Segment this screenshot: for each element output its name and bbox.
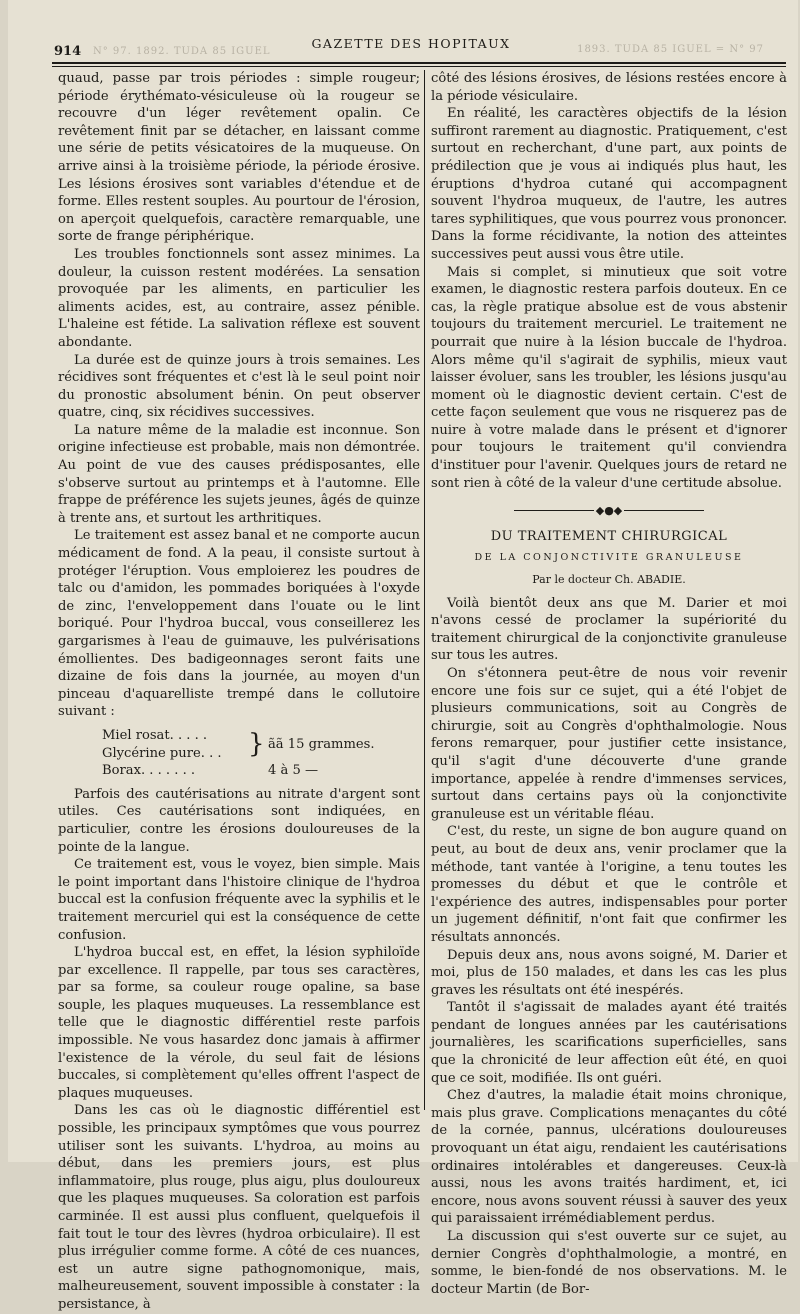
paragraph: côté des lésions érosives, de lésions restées encore à la période vésiculaire. [431,71,787,104]
paragraph: Ce traitement est, vous le voyez, bien simple. Mais le point important dans l'histoire clinique de l'hydroa buccal est la confusion fréquente avec la syphilis et le traitement mercuriel qui est la conséquence de cette confusion. [58,857,420,943]
page-number: 914 [54,44,82,59]
article-title: DU TRAITEMENT CHIRURGICAL [490,528,728,544]
paragraph: La durée est de quinze jours à trois semaines. Les récidives sont fréquentes et c'est là le seul point noir du pronostic absolument bénin. On peut observer quatre, cinq, six récidives successives. [58,352,420,421]
header-rule [52,62,786,67]
newspaper-page [8,0,798,1312]
formula-dose: 4 à 5 — [268,763,319,779]
left-column [58,70,420,1314]
paragraph: La nature même de la maladie est inconnue. Son origine infectieuse est probable, mais non démontrée. Au point de vue des causes prédisposantes, elle s'observe surtout au printemps et à l'automne. Elle frappe de préférence les sujets jeunes, âgés de quinze à trente ans, et surtout les arthritiques. [58,422,420,526]
paragraph: Voilà bientôt deux ans que M. Darier et moi n'avons cessé de proclamer la supériorité du traitement chirurgical de la conjonctivite granuleuse sur tous les autres. [431,595,787,664]
formula-dose: ãã 15 grammes. [268,736,375,752]
paragraph: Dans les cas où le diagnostic différentiel est possible, les principaux symptômes que vous pourrez utiliser sont les suivants. L'hydroa, au moins au début, dans les premiers jours, est plus inflammatoire, plus rouge, plus aigu, plus douloureux que les plaques muqueuses. Sa coloration est parfois carminée. Il est aussi plus confluent, quelquefois il fait tout le tour des lèvres (hydroa orbiculaire). Il est plus irrégulier comme forme. A côté de ces nuances, est un autre signe pathognomonique, mais, malheureusement, souvent impossible à constater : la persistance, à [58,1103,420,1312]
paragraph: L'hydroa buccal est, en effet, la lésion syphiloïde par excellence. Il rappelle, par tous ses caractères, par sa forme, sa couleur rouge opaline, sa base souple, les plaques muqueuses. La ressemblance est telle que le diagnostic différentiel reste parfois impossible. Ne vous hasardez donc jamais à affirmer l'existence de la vérole, du seul fait de lésions buccales, si complètement qu'elles offrent l'aspect de plaques muqueuses. [58,945,420,1101]
paragraph: Le traitement est assez banal et ne comporte aucun médicament de fond. A la peau, il consiste surtout à protéger l'éruption. Vous emploierez les poudres de talc ou d'amidon, les pommades boriquées à l'oxyde de zinc, l'enveloppement dans l'ouate ou le lint boriqué. Pour l'hydroa buccal, vous conseillerez les gargarismes à l'eau de guimauve, les pulvérisations émollientes. Des badigeonnages seront faits une dizaine de fois dans la journée, au moyen d'un pinceau d'aquarelliste trempé dans le collutoire suivant : [58,528,420,720]
formula-item: Glycérine pure. . . [102,745,222,761]
bleed-through-text-left: N° 97. 1892. TUDA 85 IGUEL [93,46,271,57]
paragraph: Les troubles fonctionnels sont assez minimes. La douleur, la cuisson restent modérées. La sensation provoquée par les aliments, en particulier les aliments acides, est, au contraire, assez pénible. L'haleine est fétide. La salivation réflexe est souvent abondante. [58,246,420,350]
bleed-through-text-right: 1893. TUDA 85 IGUEL = N° 97 [577,44,764,55]
paragraph: Depuis deux ans, nous avons soigné, M. Darier et moi, plus de 150 malades, et dans les cas les plus graves les résultats ont été inespérés. [431,947,787,998]
paragraph: Chez d'autres, la maladie était moins chronique, mais plus grave. Complications menaçantes du côté de la cornée, pannus, ulcérations douloureuses provoquant un état aigu, rendaient les cautérisations ordinaires intolérables et dangereuses. Ceux-là aussi, nous les avons traités hardiment, et, ici encore, nous avons souvent réussi à sauver des yeux qui paraissaient irrémédiablement perdus. [431,1088,787,1227]
paragraph: En réalité, les caractères objectifs de la lésion suffiront rarement au diagnostic. Pratiquement, c'est surtout en recherchant, d'une part, aux points de prédilection que je vous ai indiqués plus haut, les éruptions d'hydroa cutané qui accompagnent souvent l'hydroa muqueux, de l'autre, les autres tares syphilitiques, que vous pourrez vous prononcer. Dans la forme récidivante, la notion des atteintes successives peut aussi vous être utile. [431,106,787,262]
paragraph: On s'étonnera peut-être de nous voir revenir encore une fois sur ce sujet, qui a été l'objet de plusieurs communications, soit au Congrès de chirurgie, soit au Congrès d'ophthalmologie. Nous ferons remarquer, pour justifier cette insistance, qu'il s'agit d'une découverte d'une grande importance, appelée à rendre d'immenses services, surtout dans certains pays où la conjonctivite granuleuse est un véritable fléau. [431,666,787,822]
prescription-formula [102,727,420,780]
page-header [38,30,784,60]
paragraph: quaud, passe par trois périodes : simple rougeur; période érythémato-vésiculeuse où la rougeur se recouvre d'un léger revêtement opalin. Ce revêtement finit par se détacher, en laissant comme une série de petits vésicatoires de la muqueuse. On arrive ainsi à la troisième période, la période érosive. Les lésions érosives sont variables d'étendue et de forme. Elles restent souples. Au pourtour de l'érosion, on aperçoit quelquefois, caractère remarquable, une sorte de frange périphérique. [58,71,420,245]
article-subtitle: DE LA CONJONCTIVITE GRANULEUSE [474,552,744,564]
paragraph: Tantôt il s'agissait de malades ayant été traités pendant de longues années par les cautérisations journalières, les scarifications superficielles, sans que la chronicité de leur affection eût été, en quoi que ce soit, modifiée. Ils ont guéri. [431,1000,787,1086]
right-column [421,70,787,1298]
paragraph: C'est, du reste, un signe de bon augure quand on peut, au bout de deux ans, venir proclamer que la méthode, tant vantée à l'origine, a tenu toutes les promesses du début et que le contrôle et l'expérience des autres, indispensables pour porter un jugement définitif, n'ont fait que confirmer les résultats annoncés. [431,824,787,945]
article-author: Par le docteur Ch. ABADIE. [532,573,686,587]
paragraph: Mais si complet, si minutieux que soit votre examen, le diagnostic restera parfois douteux. En ce cas, la règle pratique absolue est de vous abstenir toujours du traitement mercuriel. Le traitement ne pourrait que nuire à la lésion buccale de l'hydroa. Alors même qu'il s'agirait de syphilis, mieux vaut laisser évoluer, sans les troubler, les lésions jusqu'au moment où le diagnostic devient certain. C'est de cette façon seulement que vous ne risquerez pas de nuire à votre malade dans le présent et d'ignorer pour toujours le traitement qu'il conviendra d'instituer pour l'avenir. Quelques jours de retard ne sont rien à côté de la valeur d'une certitude absolue. [431,264,787,491]
running-title: GAZETTE DES HOPITAUX [311,36,511,51]
ornament-icon: ◆●◆ [595,504,623,518]
brace-glyph: } [248,728,265,759]
paragraph: Parfois des cautérisations au nitrate d'argent sont utiles. Ces cautérisations sont indiquées, en particulier, contre les érosions douloureuses de la pointe de la langue. [58,786,420,855]
section-separator [431,502,787,520]
formula-item: Borax. . . . . . . [102,763,196,779]
formula-item: Miel rosat. . . . . [102,727,208,743]
paragraph: La discussion qui s'est ouverte sur ce sujet, au dernier Congrès d'ophthalmologie, a montré, en somme, le bien-fondé de nos observations. M. le docteur Martin (de Bor- [431,1229,787,1297]
